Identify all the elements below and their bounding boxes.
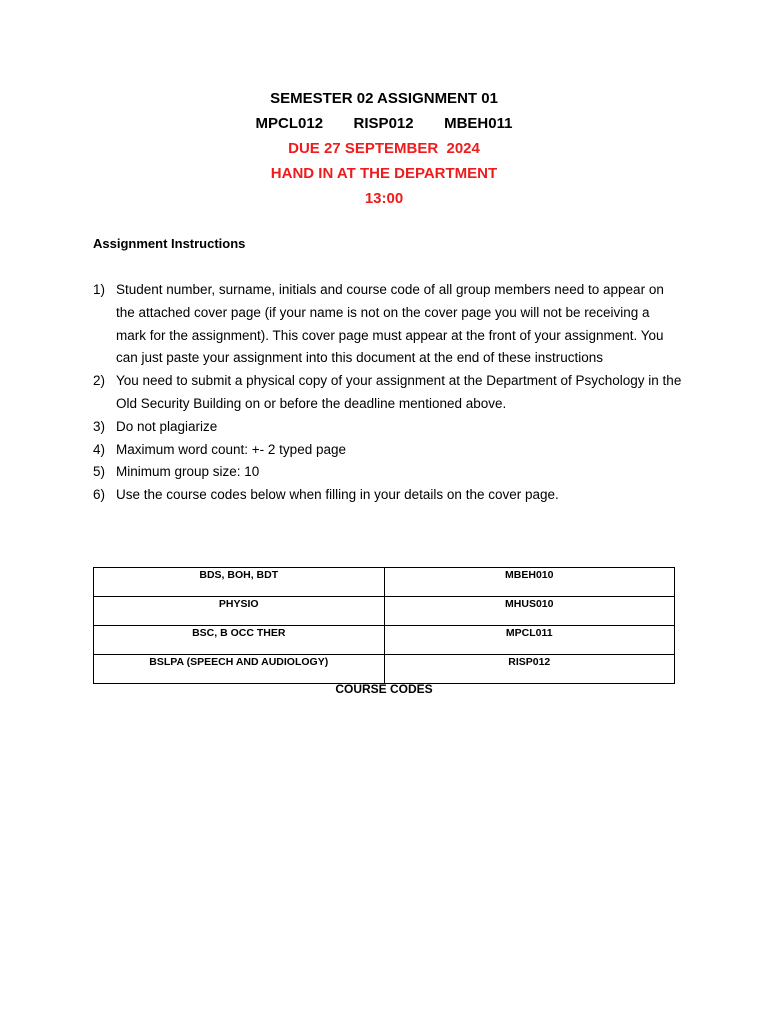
list-item bbox=[93, 439, 683, 462]
list-item-number: 3) bbox=[93, 418, 106, 434]
list-item-text: Use the course codes below when filling in your details on the cover page. bbox=[116, 487, 559, 503]
table-caption: COURSE CODES bbox=[335, 682, 433, 696]
list-item bbox=[93, 484, 683, 507]
list-item-number: 6) bbox=[93, 487, 106, 503]
program-cell: PHYSIO bbox=[94, 597, 385, 626]
list-item-number: 2) bbox=[93, 373, 106, 389]
assignment-header bbox=[0, 86, 768, 211]
table-row bbox=[94, 655, 675, 684]
list-item-text: Student number, surname, initials and course code of all group members need to appear on the attached cover page (if your name is not on the cover page you will not be receiving a mark for the assignment). This cover page must appear at the front of your assignment. You can just paste your assignment into this document at the end of these instructions bbox=[116, 282, 664, 366]
due-time: 13:00 bbox=[364, 190, 404, 207]
program-cell: BDS, BOH, BDT bbox=[94, 568, 385, 597]
course-codes-table bbox=[93, 567, 675, 684]
table-row bbox=[94, 597, 675, 626]
program-cell: BSLPA (SPEECH AND AUDIOLOGY) bbox=[94, 655, 385, 684]
program-cell: BSC, B OCC THER bbox=[94, 626, 385, 655]
list-item-number: 4) bbox=[93, 441, 106, 457]
list-item-text: You need to submit a physical copy of your assignment at the Department of Psychology in the Old Security Building on or before the deadline mentioned above. bbox=[116, 373, 682, 411]
course-code-cell: MPCL011 bbox=[384, 626, 675, 655]
list-item-text: Maximum word count: +- 2 typed page bbox=[116, 441, 346, 457]
due-date: DUE 27 SEPTEMBER 2024 bbox=[288, 140, 480, 157]
hand-in-location: HAND IN AT THE DEPARTMENT bbox=[270, 165, 498, 182]
list-item bbox=[93, 279, 683, 370]
list-item-number: 1) bbox=[93, 282, 106, 297]
module-codes: MPCL012 RISP012 MBEH011 bbox=[255, 115, 513, 132]
course-code-cell: MBEH010 bbox=[384, 568, 675, 597]
course-code-cell: MHUS010 bbox=[384, 597, 675, 626]
course-code-cell: RISP012 bbox=[384, 655, 675, 684]
list-item bbox=[93, 370, 683, 416]
list-item-number: 5) bbox=[93, 464, 106, 480]
list-item-text: Minimum group size: 10 bbox=[116, 464, 260, 480]
semester-assignment-title: SEMESTER 02 ASSIGNMENT 01 bbox=[270, 90, 498, 107]
list-item-text: Do not plagiarize bbox=[116, 418, 218, 434]
instructions-heading: Assignment Instructions bbox=[93, 236, 246, 251]
instructions-list bbox=[93, 279, 683, 507]
table-row bbox=[94, 626, 675, 655]
table-row bbox=[94, 568, 675, 597]
list-item bbox=[93, 461, 683, 484]
list-item bbox=[93, 416, 683, 439]
